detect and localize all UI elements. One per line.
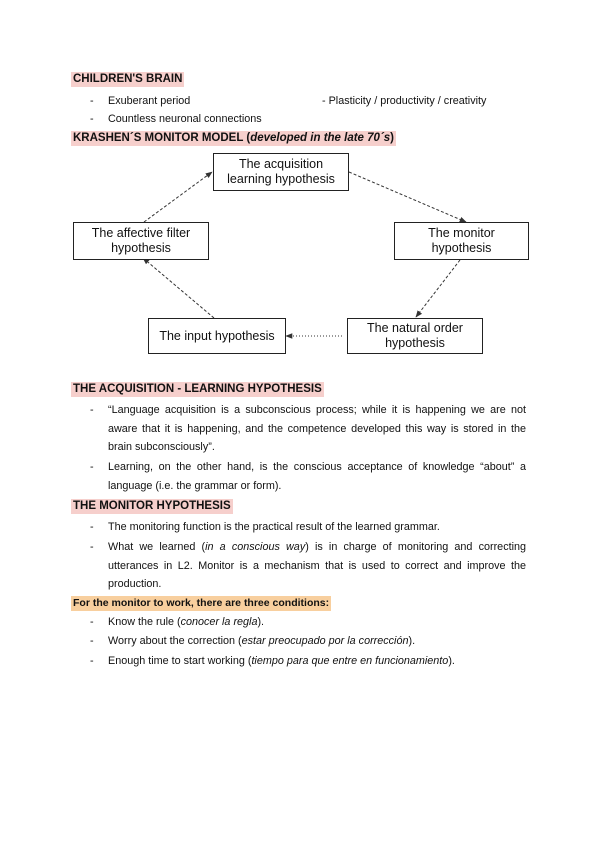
condition-know-rule: Know the rule (conocer la regla). [108, 616, 265, 628]
krashen-heading: KRASHEN´S MONITOR MODEL (developed in the late 70´s) [73, 132, 395, 144]
bullet-dash: - [90, 655, 94, 667]
bullet-dash: - [90, 521, 94, 533]
monitor-item-function: The monitoring function is the practical result of the learned grammar. [108, 521, 440, 533]
bullet-dash: - [90, 404, 94, 416]
box-acquisition-learning: The acquisition learning hypothesis [213, 153, 349, 191]
monitor-item-learned: What we learned (in a conscious way) is in charge of monitoring and correcting utterances in L2. Monitor is a mechanism that is used to correct and improve the production. [108, 541, 526, 590]
acquisition-item-learning: Learning, on the other hand, is the conscious acceptance of knowledge “about” a language (i.e. the grammar or form). [108, 461, 526, 492]
bullet-dash: - [90, 461, 94, 473]
children-brain-heading: CHILDREN'S BRAIN [73, 73, 183, 85]
bullet-dash: - [90, 541, 94, 553]
arrow-acquisition-to-monitor [349, 172, 466, 222]
bullet-dash: - [90, 616, 94, 628]
box-affective-filter: The affective filter hypothesis [73, 222, 209, 260]
box-monitor: The monitor hypothesis [394, 222, 529, 260]
bullet-dash: - [90, 635, 94, 647]
arrow-monitor-to-natural-order [416, 260, 460, 317]
acquisition-heading: THE ACQUISITION - LEARNING HYPOTHESIS [73, 383, 322, 395]
condition-worry: Worry about the correction (estar preocupado por la corrección). [108, 635, 416, 647]
conditions-heading: For the monitor to work, there are three conditions: [73, 597, 330, 609]
box-input: The input hypothesis [148, 318, 286, 354]
condition-enough-time: Enough time to start working (tiempo para que entre en funcionamiento). [108, 655, 455, 667]
acquisition-item-subconscious: “Language acquisition is a subconscious process; while it is happening we are not aware that it is happening, and the competence developed this way is stored in the brain subconsciously”. [108, 404, 526, 453]
children-item-plasticity: - Plasticity / productivity / creativity [322, 95, 487, 107]
monitor-heading: THE MONITOR HYPOTHESIS [73, 500, 231, 512]
bullet-dash: - [90, 113, 94, 125]
arrow-affective-to-acquisition [144, 172, 212, 222]
children-item-exuberant: Exuberant period [108, 95, 191, 107]
arrow-input-to-affective [143, 258, 214, 318]
bullet-dash: - [90, 95, 94, 107]
children-item-connections: Countless neuronal connections [108, 113, 262, 125]
box-natural-order: The natural order hypothesis [347, 318, 483, 354]
